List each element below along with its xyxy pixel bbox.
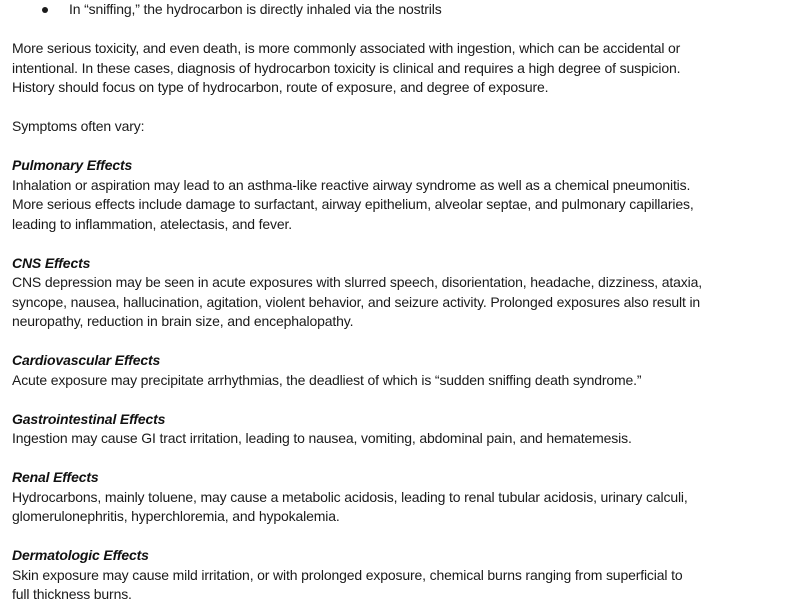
spacer: [12, 332, 792, 352]
paragraph-line: Ingestion may cause GI tract irritation, leading to nausea, vomiting, abdominal pain, and hematemesis.: [12, 430, 632, 446]
section-cns: [12, 254, 792, 332]
section-gastrointestinal: [12, 410, 792, 449]
paragraph-line: History should focus on type of hydrocarbon, route of exposure, and degree of exposure.: [12, 79, 549, 95]
paragraph-line: Inhalation or aspiration may lead to an asthma-like reactive airway syndrome as well as a chemical pneumonitis.: [12, 176, 691, 193]
bullet-text: In “sniffing,” the hydrocarbon is directly inhaled via the nostrils: [69, 1, 442, 17]
section-pulmonary: [12, 156, 792, 234]
section-dermatologic: [12, 546, 792, 600]
section-heading: Pulmonary Effects: [12, 157, 133, 173]
paragraph-line: syncope, nausea, hallucination, agitation, violent behavior, and seizure activity. Prolonged exposures also result in: [12, 293, 701, 310]
paragraph-line: Acute exposure may precipitate arrhythmias, the deadliest of which is “sudden sniffing death syndrome.”: [12, 371, 642, 388]
spacer: [12, 137, 792, 157]
section-heading: Cardiovascular Effects: [12, 352, 161, 368]
intro-paragraph: [12, 39, 792, 98]
paragraph-line: More serious toxicity, and even death, is more commonly associated with ingestion, which can be accidental or: [12, 40, 681, 56]
paragraph-line: More serious effects include damage to surfactant, airway epithelium, alveolar septae, and pulmonary capillaries,: [12, 196, 694, 212]
bullet-item: [12, 0, 792, 20]
paragraph-line: Skin exposure may cause mild irritation, or with prolonged exposure, chemical burns ranging from superficial to: [12, 566, 683, 583]
spacer: [12, 20, 792, 40]
section-heading: Gastrointestinal Effects: [12, 410, 166, 427]
paragraph-line: glomerulonephritis, hyperchloremia, and hypokalemia.: [12, 508, 340, 524]
section-renal: [12, 468, 792, 527]
spacer: [12, 234, 792, 254]
symptoms-intro: Symptoms often vary:: [12, 118, 145, 134]
section-heading: Dermatologic Effects: [12, 547, 149, 563]
spacer: [12, 527, 792, 547]
paragraph-line: neuropathy, reduction in brain size, and encephalopathy.: [12, 313, 354, 329]
paragraph-line: Hydrocarbons, mainly toluene, may cause a metabolic acidosis, leading to renal tubular acidosis, urinary calculi,: [12, 488, 688, 505]
section-heading: CNS Effects: [12, 254, 91, 271]
paragraph-line: full thickness burns.: [12, 586, 132, 600]
paragraph-line: intentional. In these cases, diagnosis of hydrocarbon toxicity is clinical and requires a high degree of suspicion.: [12, 59, 681, 76]
spacer: [12, 98, 792, 118]
spacer: [12, 449, 792, 469]
bullet-icon: [42, 7, 48, 13]
document-page: [12, 0, 792, 600]
spacer: [12, 390, 792, 410]
section-cardiovascular: [12, 351, 792, 390]
section-heading: Renal Effects: [12, 469, 99, 485]
paragraph-line: leading to inflammation, atelectasis, and fever.: [12, 215, 292, 232]
paragraph-line: CNS depression may be seen in acute exposures with slurred speech, disorientation, headache, dizziness, ataxia,: [12, 274, 702, 290]
